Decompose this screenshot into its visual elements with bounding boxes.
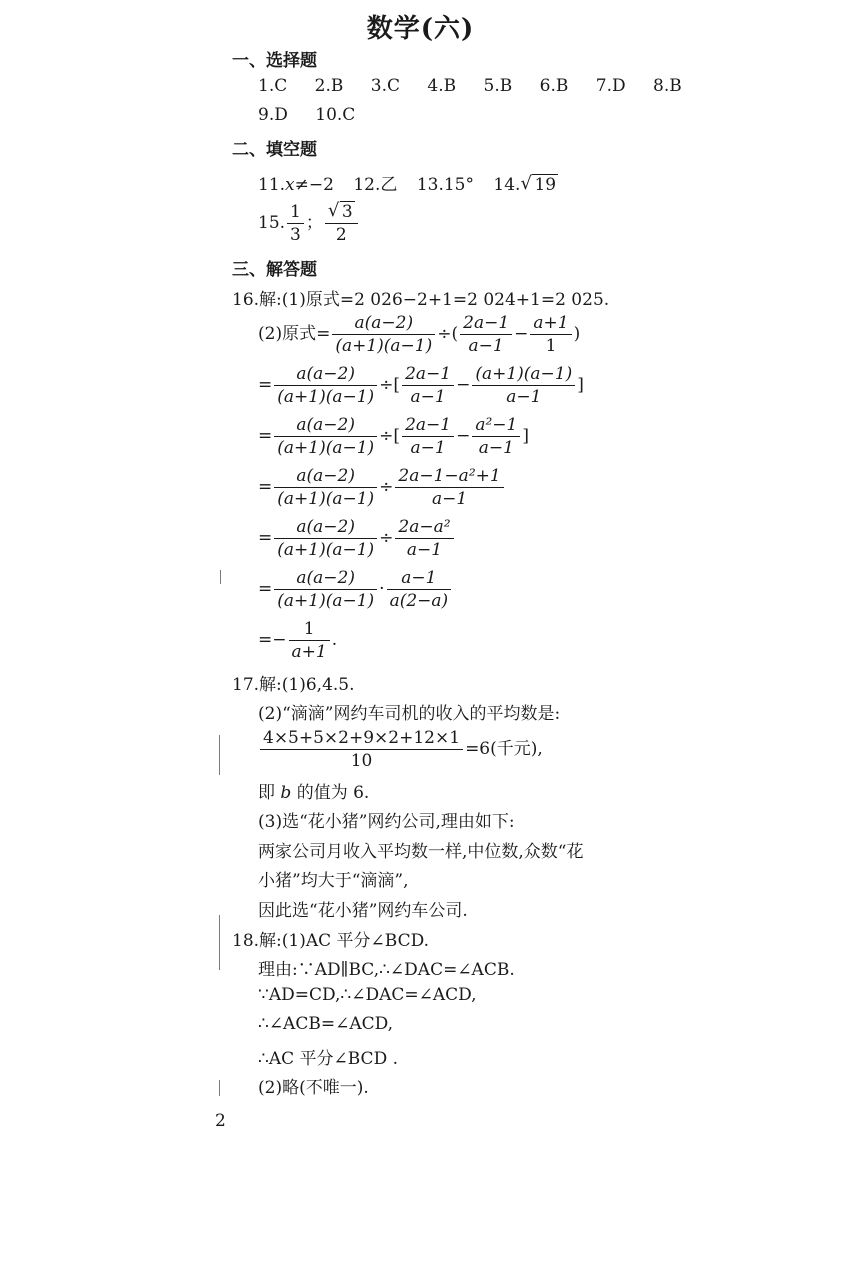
fraction-root3-over-2: √ 3 2 [325, 202, 358, 245]
answer-14-num: 14. [493, 175, 521, 195]
q16-step6: = $\frac{a(a-2)}{(a+1)(a-1)}$ · $\frac{a-1}{a(2-a)}$ [258, 568, 453, 611]
radical-icon: √ [327, 200, 340, 221]
q16-final: =− $\frac{1}{a+1}$ . [258, 619, 338, 662]
answer-4: 4.B [427, 76, 457, 96]
answer-10: 10.C [315, 105, 356, 125]
answer-11-var: x [285, 175, 295, 195]
answer-1: 1.C [258, 76, 288, 96]
q16-part1: 16.解:(1)原式=2 026−2+1=2 024+1=2 025. [232, 290, 610, 310]
answer-12: 12.乙 [353, 175, 398, 195]
section-heading-solve: 三、解答题 [232, 260, 317, 280]
q16-step5: = $\frac{a(a-2)}{(a+1)(a-1)}$ ÷ $\frac{\text{2a−a²}}{a-1}$ [258, 517, 456, 560]
fraction-one-third: $\frac{1}{3}$ [287, 202, 304, 245]
section-heading-fill: 二、填空题 [232, 140, 317, 160]
scan-mark [219, 735, 220, 775]
answer-7: 7.D [595, 76, 626, 96]
scan-mark [219, 915, 220, 970]
q18-reason3: ∴∠ACB=∠ACD, [258, 1014, 394, 1034]
answer-3: 3.C [370, 76, 400, 96]
scan-mark [219, 1080, 220, 1096]
q17-part1: 17.解:(1)6,4.5. [232, 675, 355, 695]
q18-part1: 18.解:(1)AC 平分∠BCD. [232, 931, 430, 951]
q16-step3: = $\frac{a(a-2)}{(a+1)(a-1)}$ ÷[ $\frac{2a-1}{a-1}$ − $\frac{\text{a²−1}}{a-1}$ ] [258, 415, 529, 458]
q16-step2: = $\frac{a(a-2)}{(a+1)(a-1)}$ ÷[ $\frac{2a-1}{a-1}$ − $\frac{(a+1)(a-1)}{a-1}$ ] [258, 364, 584, 407]
q17-calculation: $\frac{4\times 5+5\times 2+9\times 2+12\times 1}{10}$ =6(千元), [258, 728, 543, 771]
choice-answers-row2 [258, 105, 377, 125]
answer-2: 2.B [314, 76, 344, 96]
q16-step1: (2)原式= $\frac{a(a-2)}{(a+1)(a-1)}$ ÷( $\frac{2a-1}{a-1}$ − $\frac{a+1}{1}$ ) [258, 313, 581, 356]
answer-6: 6.B [539, 76, 569, 96]
section-heading-choice: 一、选择题 [232, 51, 317, 71]
answer-11-num: 11. [258, 175, 286, 195]
fill-answers-row2 [258, 202, 360, 245]
q17-conclusion: 因此选“花小猪”网约车公司. [258, 901, 468, 921]
sqrt-19 [520, 175, 558, 195]
q17-part2-intro: (2)“滴滴”网约车司机的收入的平均数是: [258, 704, 561, 724]
answer-11-rest: ≠−2 [294, 175, 334, 195]
q17-part3-intro: (3)选“花小猪”网约公司,理由如下: [258, 812, 515, 832]
answer-15-num: 15. [258, 213, 286, 233]
page-title: 数学(六) [366, 14, 475, 44]
answer-9: 9.D [258, 105, 288, 125]
q17-b-value: 即 b 的值为 6. [258, 783, 370, 803]
radicand-19: 19 [534, 175, 557, 195]
q17-reason-line1: 两家公司月收入平均数一样,中位数,众数“花 [258, 842, 584, 862]
q18-reason4: ∴AC 平分∠BCD . [258, 1049, 399, 1069]
q17-reason-line2: 小猪”均大于“滴滴”, [258, 871, 409, 891]
answer-15-sep: ； [305, 213, 323, 233]
answer-5: 5.B [483, 76, 513, 96]
q16-step4: = $\frac{a(a-2)}{(a+1)(a-1)}$ ÷ $\frac{\text{2a−1−a²+1}}{a-1}$ [258, 466, 506, 509]
choice-answers-row1 [258, 76, 704, 96]
answer-13: 13.15° [416, 175, 474, 195]
q18-reason2: ∵AD=CD,∴∠DAC=∠ACD, [258, 985, 477, 1005]
answer-8: 8.B [653, 76, 682, 96]
q18-part2: (2)略(不唯一). [258, 1078, 369, 1098]
radical-icon: √ [520, 173, 532, 194]
q18-reason1: 理由:∵AD∥BC,∴∠DAC=∠ACB. [258, 960, 515, 980]
page-number: 2 [215, 1111, 226, 1131]
fill-answers-row1 [258, 170, 558, 195]
scan-mark [220, 570, 221, 584]
